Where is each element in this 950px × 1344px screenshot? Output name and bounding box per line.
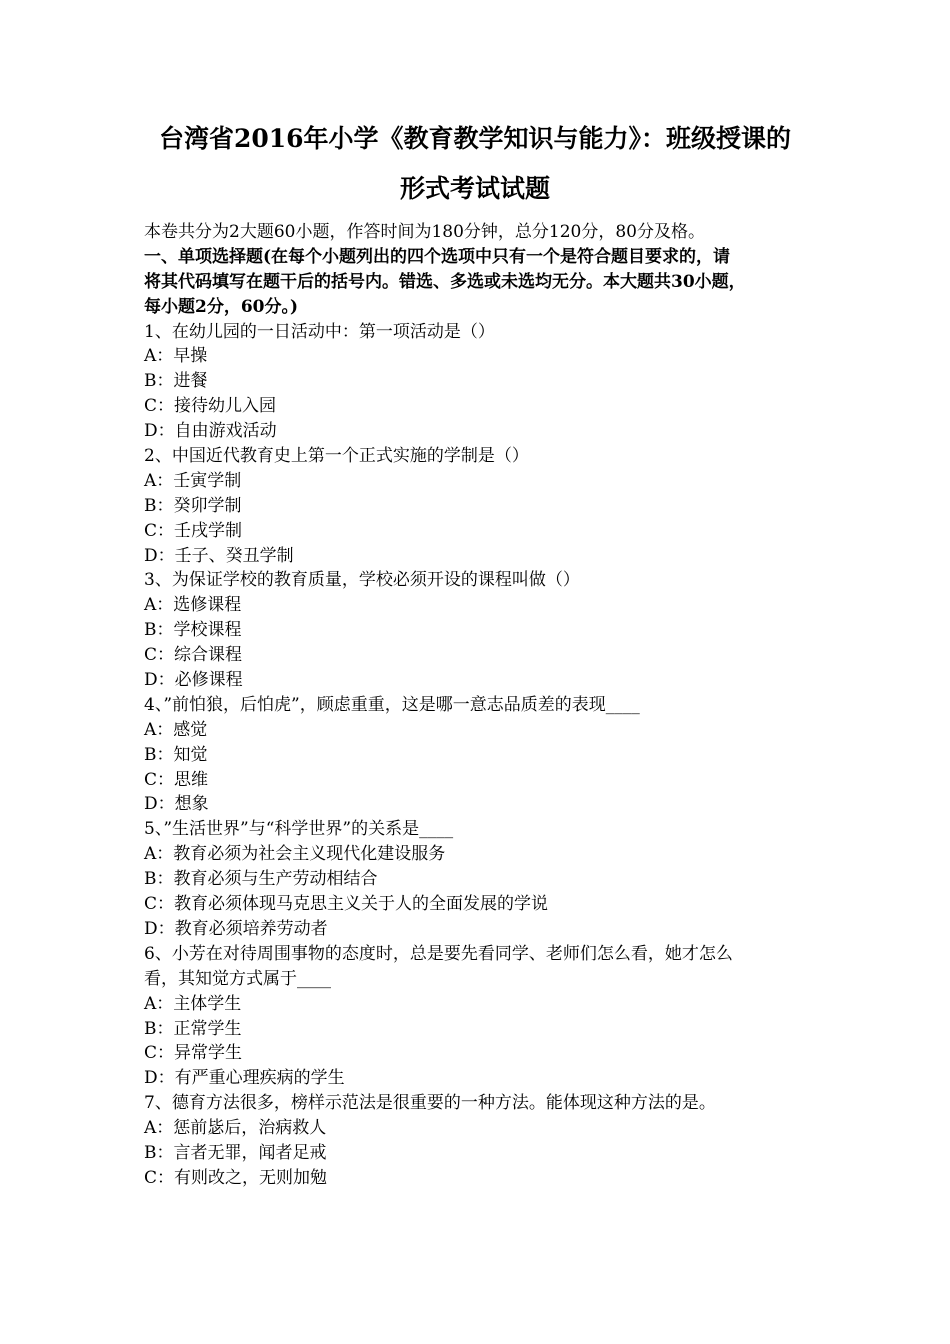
question-2-stem: 2、中国近代教育史上第一个正式实施的学制是（） [144,446,529,467]
question-7-option-b: B：言者无罪，闻者足戒 [144,1142,327,1163]
question-5-option-c: C：教育必须体现马克思主义关于人的全面发展的学说 [144,894,549,915]
question-2-option-a: A：壬寅学制 [144,470,242,491]
question-1-option-c: C：接待幼儿入园 [144,396,277,417]
section-heading-line: 每小题2分，60分。) [144,296,299,317]
question-2-option-b: B：癸卯学制 [144,495,242,516]
question-7-option-c: C：有则改之，无则加勉 [144,1167,328,1188]
question-5-option-a: A：教育必须为社会主义现代化建设服务 [144,844,446,865]
question-6-stem: 6、小芳在对待周围事物的态度时，总是要先看同学、老师们怎么看，她才怎么 [144,943,733,964]
question-1-option-d: D：自由游戏活动 [144,421,277,442]
question-4-stem: 4、”前怕狼，后怕虎”，顾虑重重，这是哪一意志品质差的表现____ [144,694,640,715]
intro-text: 本卷共分为2大题60小题，作答时间为180分钟，总分120分，80分及格。 [144,222,705,242]
document-title-line-1: 台湾省2016年小学《教育教学知识与能力》：班级授课的 [158,124,792,153]
document-title-line-2: 形式考试试题 [399,174,550,203]
question-6-option-a: A：主体学生 [144,993,242,1014]
question-3-option-a: A：选修课程 [144,595,242,616]
question-5-option-d: D：教育必须培养劳动者 [144,918,328,939]
question-1-stem: 1、在幼儿园的一日活动中：第一项活动是（） [144,321,495,342]
section-heading-line: 一、单项选择题(在每个小题列出的四个选项中只有一个是符合题目要求的，请 [144,246,731,267]
question-3-stem: 3、为保证学校的教育质量，学校必须开设的课程叫做（） [144,570,580,591]
section-heading-line: 将其代码填写在题干后的括号内。错选、多选或未选均无分。本大题共30小题， [144,271,746,292]
question-2-option-c: C：壬戌学制 [144,520,243,541]
question-1-option-b: B：进餐 [144,371,208,392]
question-4-option-c: C：思维 [144,769,209,790]
question-6-option-d: D：有严重心理疾病的学生 [144,1068,345,1089]
question-5-stem: 5、”生活世界”与“科学世界”的关系是____ [144,819,454,840]
question-4-option-d: D：想象 [144,794,209,815]
question-2-option-d: D：壬子、癸丑学制 [144,545,294,566]
document-body [144,220,808,1191]
question-4-option-b: B：知觉 [144,744,208,765]
question-6-stem-continued: 看，其知觉方式属于____ [144,968,331,989]
question-5-option-b: B：教育必须与生产劳动相结合 [144,869,378,890]
question-7-stem: 7、德育方法很多，榜样示范法是很重要的一种方法。能体现这种方法的是。 [144,1093,716,1114]
question-1-option-a: A：早操 [144,346,208,367]
question-3-option-c: C：综合课程 [144,645,243,666]
question-3-option-d: D：必修课程 [144,670,243,691]
question-7-option-a: A：惩前毖后，治病救人 [144,1118,327,1139]
question-6-option-b: B：正常学生 [144,1018,242,1039]
question-6-option-c: C：异常学生 [144,1043,243,1064]
question-3-option-b: B：学校课程 [144,620,242,641]
question-4-option-a: A：感觉 [144,719,208,740]
